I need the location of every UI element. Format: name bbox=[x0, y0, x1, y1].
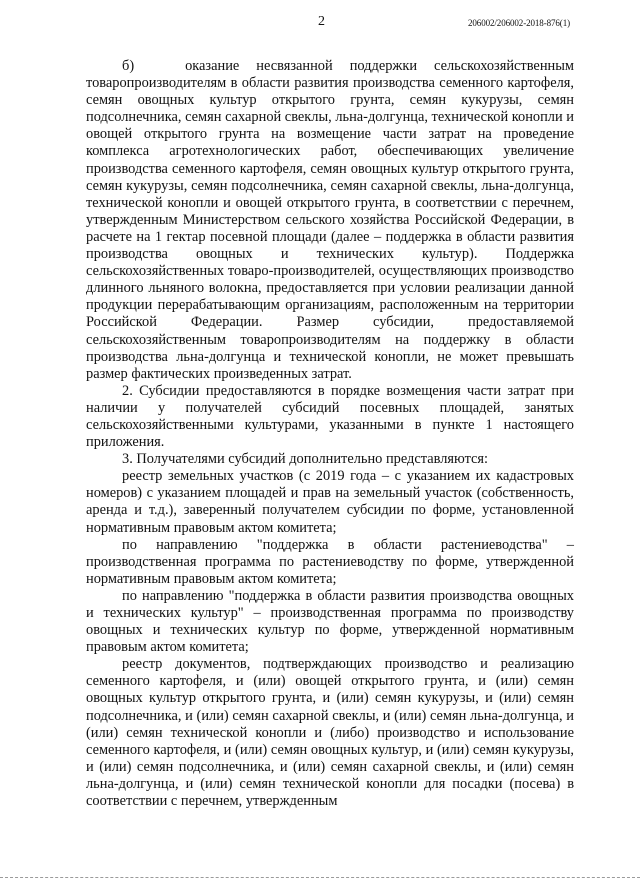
page-number: 2 bbox=[318, 14, 325, 29]
paragraph-documents-registry: реестр документов, подтверждающих производство и реализацию семенного картофеля, и (или) овощей открытого грунта, и (или) семян овощных культур открытого грунта, и (или) семян кукурузы, и (или) семян подсолнечника, и (или) семян сахарной свеклы, и (или) семян льна-долгунца, и (или) семян технической конопли и (либо) производство и использование семенного картофеля, и (или) семян овощных культур, и (или) семян кукурузы, и (или) семян подсолнечника, и (или) семян сахарной свеклы, и (или) семян льна-долгунца, и (или) семян технической конопли для посадки (посева) в соответствии с перечнем, утвержденным bbox=[86, 656, 574, 810]
paragraph-land-registry: реестр земельных участков (с 2019 года – с указанием их кадастровых номеров) с указанием площадей и прав на земельный участок (собственность, аренда и т.д.), заверенный получателем субсидии по форме, установленной нормативным правовым актом комитета; bbox=[86, 468, 574, 536]
document-code: 206002/206002-2018-876(1) bbox=[468, 18, 570, 28]
paragraph-crop-program: по направлению "поддержка в области растениеводства" – производственная программа по растениеводству по форме, утвержденной нормативным правовым актом комитета; bbox=[86, 536, 574, 587]
paragraph-3: 3. Получателями субсидий дополнительно представляются: bbox=[122, 451, 489, 468]
paragraph-subsidy-b: б) оказание несвязанной поддержки сельскохозяйственным товаропроизводителям в области развития производства семенного картофеля, семян овощных культур открытого грунта, семян кукурузы, семян подсолнечника, семян сахарной свеклы, льна-долгунца, технической конопли и овощей открытого грунта на возмещение части затрат на проведение комплекса агротехнологических работ, обеспечивающих увеличение производства семенного картофеля, семян овощных культур открытого грунта, семян кукурузы, семян подсолнечника, семян сахарной свеклы, льна-долгунца, технической конопли и овощей открытого грунта, в соответствии с перечнем, утвержденным Министерством сельского хозяйства Российской Федерации, в расчете на 1 гектар посевной площади (далее – поддержка в области развития производства овощных и технических культур). Поддержка сельскохозяйственных товаро-производителей, осуществляющих производство длинного льняного волокна, предоставляется при условии реализации данной продукции перерабатывающим организациям, расположенным на территории Российской Федерации. Размер субсидии, предоставляемой сельскохозяйственным товаропроизводителям на поддержку в области производства льна-долгунца и технической конопли, не может превышать размер фактических произведенных затрат. bbox=[86, 58, 574, 382]
scan-border-line bbox=[0, 877, 640, 884]
paragraph-2: 2. Субсидии предоставляются в порядке возмещения части затрат при наличии у получателей субсидий посевных площадей, занятых сельскохозяйственными культурами, указанными в пункте 1 настоящего приложения. bbox=[86, 382, 574, 451]
paragraph-vegetable-program: по направлению "поддержка в области развития производства овощных и технических культур" – производственная программа по производству овощных и технических культур по форме, утвержденной нормативным правовым актом комитета; bbox=[86, 587, 574, 656]
body-text bbox=[86, 58, 574, 810]
